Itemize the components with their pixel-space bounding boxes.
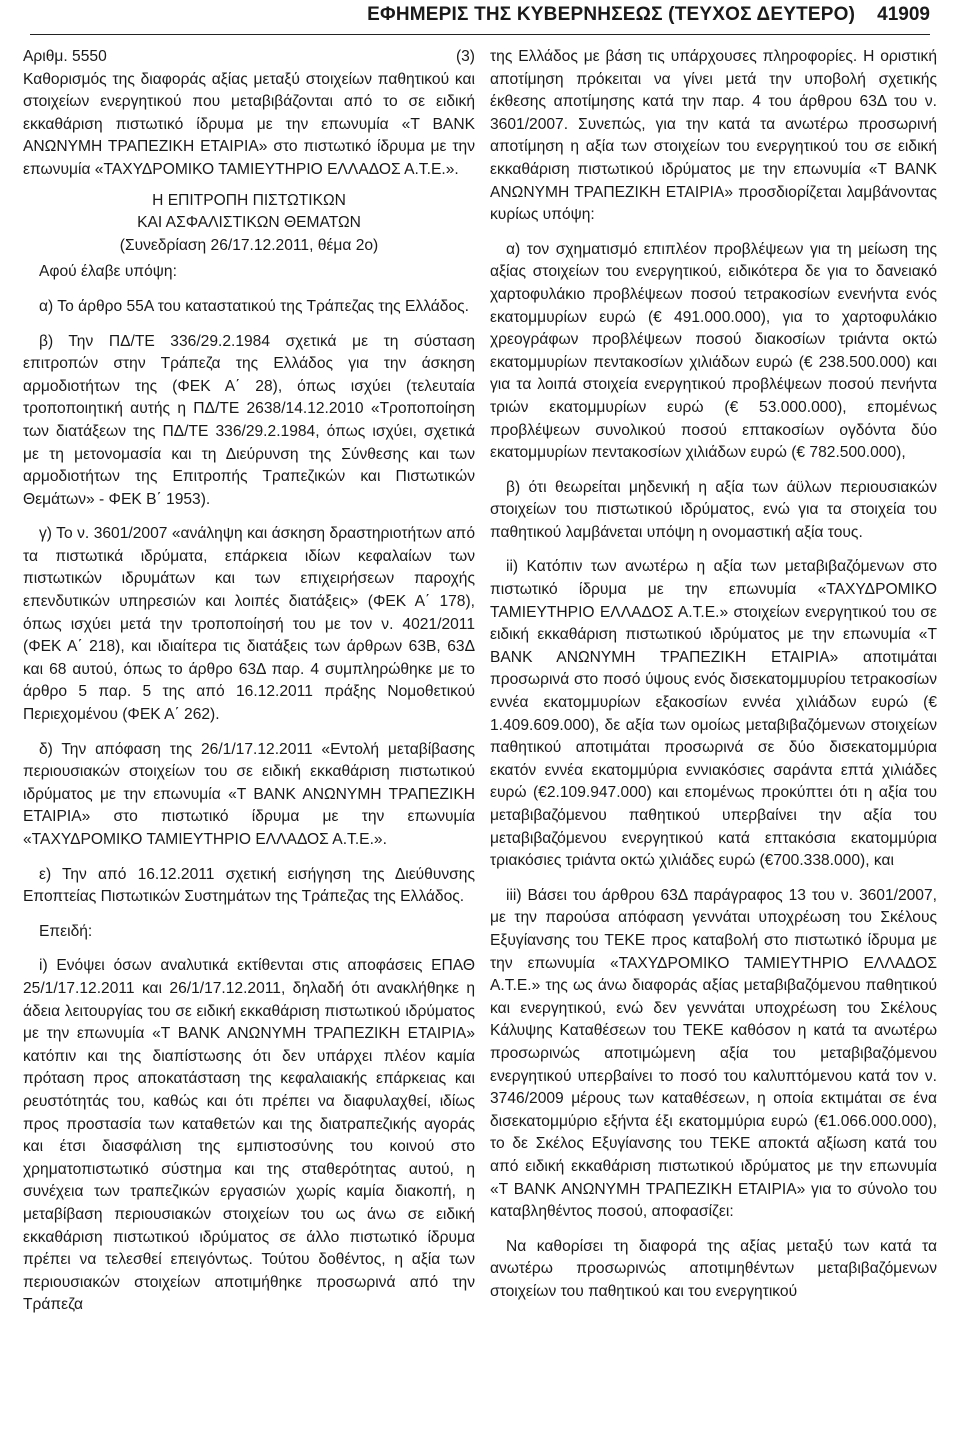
paragraph-i: i) Ενόψει όσων αναλυτικά εκτίθενται στις αποφάσεις ΕΠΑΘ 25/1/17.12.2011 και 26/1/17.12.2011, δηλαδή ότι ανακλήθηκε η άδεια λειτουργίας του σε ειδική εκκαθάριση πιστωτικού ιδρύματος με την επωνυμία «Τ ΒΑΝΚ ΑΝΩΝΥΜΗ ΤΡΑΠΕΖΙΚΗ ΕΤΑΙΡΙΑ» κατόπιν και της διαπίστωσης ότι δεν υπάρχει πλέον καμία πρόταση προς αποκατάσταση της κεφαλαιακής επάρκειας και ρευστότητάς του, καθώς και ότι πρέπει να διαφυλαχθεί, ιδίως προς προστασία των καταθετών και της διατραπεζικής αγοράς και έτσι διασφάλιση της εμπιστοσύνης του κοινού στο χρηματοπιστωτικό σύστημα και της σταθερότητας αυτού, η συνέχεια των τραπεζικών εργασιών χωρίς καμία διακοπή, η μεταβίβαση περιουσιακών στοιχείων του ως άνω σε ειδική εκκαθάριση πιστωτικού ιδρύματος σε άλλο πιστωτικό ίδρυμα πρέπει να τελεσθεί επειγόντως. Τούτου δοθέντος, η αξία των περιουσιακών στοιχείων αποτιμήθηκε προσωρινά από την Τράπεζα (23, 957, 475, 1314)
decision-number: Αριθμ. 5550 (23, 48, 107, 65)
paragraph-provisions-a: α) τον σχηματισμό επιπλέον προβλέψεων για τη μείωση της αξίας στοιχείων του ενεργητικού, ειδικότερα δε για το δανειακό χαρτοφυλάκιο προβλέψεων ποσού τετρακοσίων ενενήντα ενός εκατομμυρίων ευρώ (€ 491.000.000), για το χαρτοφυλάκιο χρεογράφων προβλέψεων ποσού διακοσίων τριάντα οκτώ εκατομμυρίων πεντακοσίων χιλιάδων ευρώ (€ 238.500.000) και για τα λοιπά στοιχεία ενεργητικού προβλέψεων ποσού πενήντα τριών εκατομμυρίων ευρώ (€ 53.000.000), επομένως προβλέψεων συνολικού ποσού επτακοσίων ογδόντα δύο εκατομμυρίων πεντακοσίων χιλιάδων ευρώ (€ 782.500.000), (490, 240, 937, 462)
paragraph-ii: ii) Κατόπιν των ανωτέρω η αξία των μεταβιβαζόμενων στο πιστωτικό ίδρυμα με την επωνυμία «ΤΑΧΥΔΡΟΜΙΚΟ ΤΑΜΙΕΥΤΗΡΙΟ ΕΛΛΑΔΟΣ Α.Τ.Ε.» στοιχείων ενεργητικού του σε ειδική εκκαθάριση πιστωτικού ιδρύματος με την επωνυμία «Τ ΒΑΝΚ ΑΝΩΝΥΜΗ ΤΡΑΠΕΖΙΚΗ ΕΤΑΙΡΙΑ» αποτιμάται προσωρινά στο ποσό ύψους ενός δισεκατομμυρίου τετρακοσίων εννέα εκατομμυρίων εξακοσίων εννέα χιλιάδων ευρώ (€ 1.409.609.000), δε αξία των ομοίως μεταβιβαζόμενων στοιχείων παθητικού αποτιμάται προσωρινά σε δύο δισεκατομμύρια εκατόν εννέα εκατομμύρια εννιακόσιες σαράντα επτά χιλιάδες ευρώ (€2.109.947.000) και επομένως προκύπτει ότι η αξία του μεταβιβαζόμενου παθητικού υπερβαίνει την αξία του μεταβιβαζόμενου ενεργητικού κατά επτακόσια εκατομμύρια τριακόσιες τριάντα οκτώ χιλιάδες ευρώ (€700.338.000), και (490, 558, 937, 870)
committee-line-1: Η ΕΠΙΤΡΟΠΗ ΠΙΣΤΩΤΙΚΩΝ (152, 191, 346, 209)
paragraph-b: β) Την ΠΔ/ΤΕ 336/29.2.1984 σχετικά με τη σύσταση επιτροπών στην Τράπεζα της Ελλάδος για την άσκηση αρμοδιοτήτων της (ΦΕΚ Α΄ 28), όπως ισχύει (τελευταία τροποποιητική αυτής η ΠΔ/ΤΕ 2638/14.12.2010 «Τροποποίηση των διατάξεων της ΠΔ/ΤΕ 336/29.2.1984, όπως ισχύει, σχετικά με τη μετονομασία και τη Διεύρυνση της Σύνθεσης και των αρμοδιοτήτων της Επιτροπής Τραπεζικών και Πιστωτικών Θεμάτων» - ΦΕΚ Β΄ 1953). (23, 332, 475, 508)
paragraph-a: α) Το άρθρο 55Α του καταστατικού της Τράπεζας της Ελλάδος. (39, 297, 469, 315)
paragraph-e: ε) Την από 16.12.2011 σχετική εισήγηση της Διεύθυνσης Εποπτείας Πιστωτικών Συστημάτων της Τράπεζας της Ελλάδος. (23, 865, 475, 906)
committee-session: (Συνεδρίαση 26/17.12.2011, θέμα 2ο) (119, 236, 379, 254)
paragraph-continued: της Ελλάδος με βάση τις υπάρχουσες πληροφορίες. Η οριστική αποτίμηση πρόκειται να γίνει μετά την υποβολή σχετικής έκθεσης αποτίμησης κατά την παρ. 4 του άρθρου 63Δ του ν. 3601/2007. Συνεπώς, για την κατά τα ανωτέρω προσωρινή αποτίμηση η αξία των στοιχείων του ενεργητικού του σε ειδική εκκαθάριση πιστωτικού ιδρύματος με την επωνυμία «Τ ΒΑΝΚ ΑΝΩΝΥΜΗ ΤΡΑΠΕΖΙΚΗ ΕΤΑΙΡΙΑ» προσδιορίζεται λαμβάνοντας κυρίως υπόψη: (490, 48, 937, 224)
header-divider (30, 34, 930, 35)
committee-heading (23, 190, 475, 258)
decision-heading (23, 46, 475, 69)
right-column (490, 46, 937, 1303)
decision-index: (3) (455, 48, 475, 65)
since-label: Επειδή: (39, 922, 93, 940)
paragraph-decision: Να καθορίσει τη διαφορά της αξίας μεταξύ των κατά τα ανωτέρω προσωρινώς αποτιμηθέντων μεταβιβαζόμενων στοιχείων του παθητικού και του ενεργητικού (490, 1237, 937, 1300)
decision-subject: Καθορισμός της διαφοράς αξίας μεταξύ στοιχείων παθητικού και στοιχείων ενεργητικού που μεταβιβάζονται από το σε ειδική εκκαθάριση πιστωτικό ίδρυμα με την επωνυμία «Τ ΒΑΝΚ ΑΝΩΝΥΜΗ ΤΡΑΠΕΖΙΚΗ ΕΤΑΙΡΙΑ» στο πιστωτικό ίδρυμα με την επωνυμία «ΤΑΧΥΔΡΟΜΙΚΟ ΤΑΜΙΕΥΤΗΡΙΟ ΕΛΛΑΔΟΣ Α.Τ.Ε.». (23, 70, 475, 178)
paragraph-iii: iii) Βάσει του άρθρου 63Δ παράγραφος 13 του ν. 3601/2007, με την παρούσα απόφαση γεννάται υποχρέωση του Σκέλους Εξυγίανσης του ΤΕΚΕ προς καταβολή στο πιστωτικό ίδρυμα με την επωνυμία «ΤΑΧΥΔΡΟΜΙΚΟ ΤΑΜΙΕΥΤΗΡΙΟ ΕΛΛΑΔΟΣ Α.Τ.Ε.» της ως άνω διαφοράς αξίας μεταβιβαζόμενου παθητικού και ενεργητικού, ενώ δεν γεννάται υποχρέωση του Σκέλους Κάλυψης Καταθέσεων του ΤΕΚΕ καθόσον η κατά τα ανωτέρω προσωρινώς αποτιμώμενη αξία του μεταβιβαζόμενου ενεργητικού υπερβαίνει το ποσό του καλυπτόμενου κατά τον ν. 3746/2009 μέρους των καταθέσεων, η οποία εκτιμάται σε ένα δισεκατομμύριο εξήντα έξι εκατομμύρια ευρώ (€1.066.000.000), το δε Σκέλος Εξυγίανσης του ΤΕΚΕ αποκτά αξίωση κατά του από ειδική εκκαθάριση πιστωτικού ιδρύματος με την επωνυμία «Τ ΒΑΝΚ ΑΝΩΝΥΜΗ ΤΡΑΠΕΖΙΚΗ ΕΤΑΙΡΙΑ» για το σύνολο του καταβληθέντος ποσού, αποφασίζει: (490, 886, 937, 1221)
gazette-title: ΕΦΗΜΕΡΙΣ ΤΗΣ ΚΥΒΕΡΝΗΣΕΩΣ (ΤΕΥΧΟΣ ΔΕΥΤΕΡΟ) (367, 4, 856, 25)
paragraph-provisions-b: β) ότι θεωρείται μηδενική η αξία των άϋλων περιουσιακών στοιχείων του πιστωτικού ιδρύματος, ενώ για τα στοιχεία του παθητικού λαμβάνεται υπόψη η ονομαστική αξία τους. (490, 478, 937, 541)
paragraph-d: δ) Την απόφαση της 26/1/17.12.2011 «Εντολή μεταβίβασης περιουσιακών στοιχείων του σε ειδική εκκαθάριση πιστωτικού ιδρύματος με την επωνυμία «Τ ΒΑΝΚ ΑΝΩΝΥΜΗ ΤΡΑΠΕΖΙΚΗ ΕΤΑΙΡΙΑ» στο πιστωτικό ίδρυμα με την επωνυμία «ΤΑΧΥΔΡΟΜΙΚΟ ΤΑΜΙΕΥΤΗΡΙΟ ΕΛΛΑΔΟΣ Α.Τ.Ε.». (23, 740, 475, 848)
left-column (23, 46, 475, 1317)
committee-line-2: ΚΑΙ ΑΣΦΑΛΙΣΤΙΚΩΝ ΘΕΜΑΤΩΝ (137, 214, 361, 232)
considering-label: Αφού έλαβε υπόψη: (39, 263, 177, 281)
page-header (30, 0, 930, 30)
page-number: 41909 (877, 4, 930, 25)
paragraph-c: γ) Το ν. 3601/2007 «ανάληψη και άσκηση δραστηριοτήτων από τα πιστωτικά ιδρύματα, επάρκεια ιδίων κεφαλαίων των πιστωτικών ιδρυμάτων και των επιχειρήσεων παροχής επενδυτικών υπηρεσιών και λοιπές διατάξεις» (ΦΕΚ Α΄ 178), όπως ισχύει μετά την τροποποίησή του με τον ν. 4021/2011 (ΦΕΚ Α΄ 218), και ιδιαίτερα τις διατάξεις των άρθρων 63Β, 63Δ και 68 αυτού, όπως το άρθρο 63Δ παρ. 4 συμπληρώθηκε με το άρθρο 5 παρ. 5 της από 16.12.2011 πράξης Νομοθετικού Περιεχομένου (ΦΕΚ Α΄ 262). (23, 525, 475, 724)
